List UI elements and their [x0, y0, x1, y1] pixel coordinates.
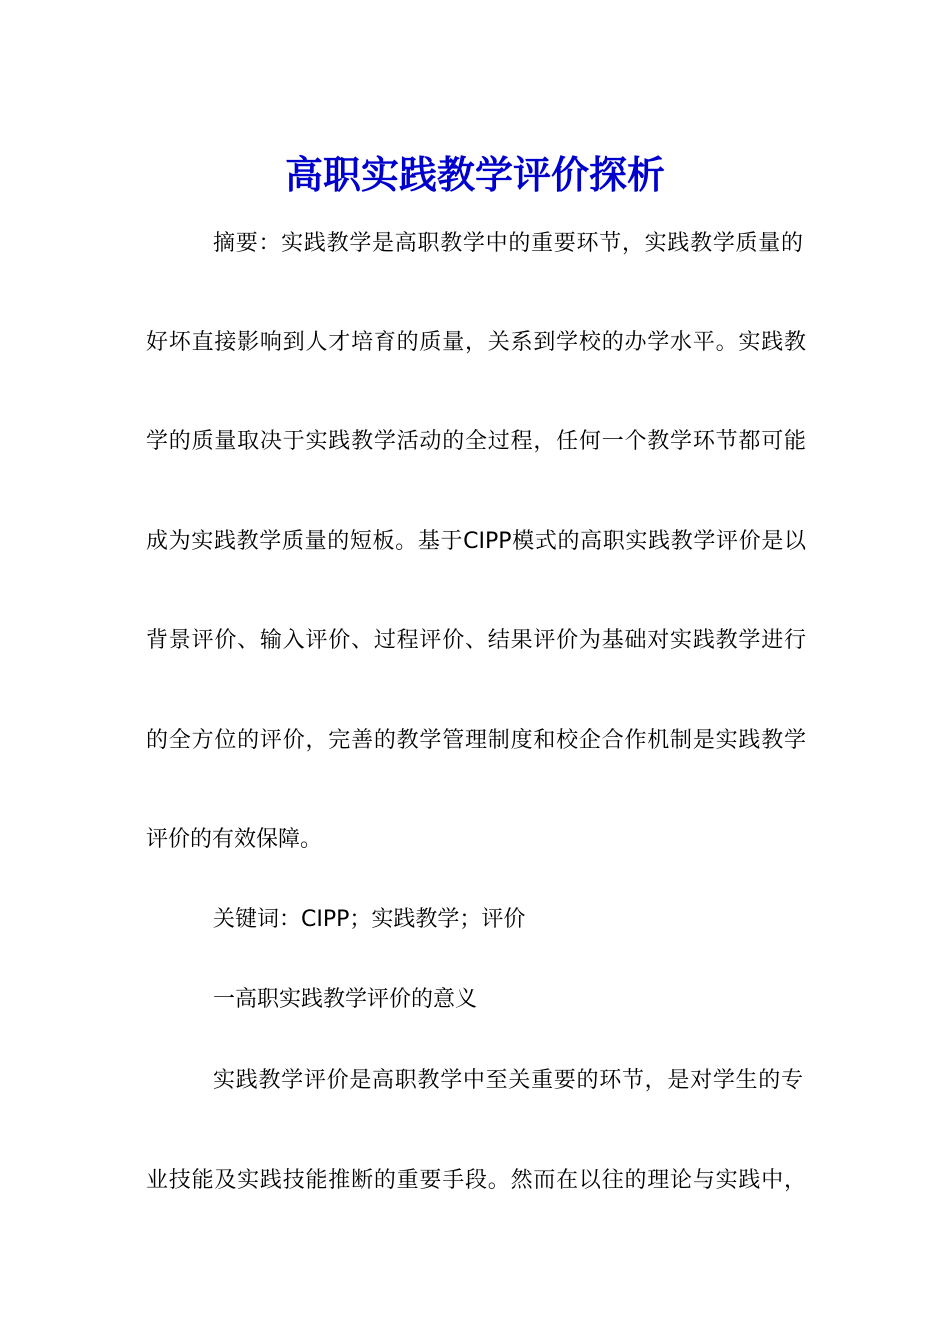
abstract-line-3: 学的质量取决于实践教学活动的全过程，任何一个教学环节都可能 [146, 429, 806, 454]
abstract-line-7: 评价的有效保障。 [146, 827, 323, 852]
abstract-line-1: 摘要：实践教学是高职教学中的重要环节，实践教学质量的 [213, 231, 803, 256]
abstract-line-5: 背景评价、输入评价、过程评价、结果评价为基础对实践教学进行 [146, 628, 806, 653]
abstract-line-4: 成为实践教学质量的短板。基于CIPP模式的高职实践教学评价是以 [146, 529, 806, 554]
document-title: 高职实践教学评价探析 [284, 152, 665, 198]
body-line-2: 业技能及实践技能推断的重要手段。然而在以往的理论与实践中， [146, 1168, 806, 1193]
abstract-line-6: 的全方位的评价，完善的教学管理制度和校企合作机制是实践教学 [146, 728, 806, 753]
abstract-line-2: 好坏直接影响到人才培育的质量，关系到学校的办学水平。实践教 [146, 330, 806, 355]
keywords-line: 关键词：CIPP；实践教学；评价 [213, 907, 526, 932]
section-heading: 一高职实践教学评价的意义 [213, 987, 478, 1012]
body-line-1: 实践教学评价是高职教学中至关重要的环节，是对学生的专 [213, 1068, 803, 1093]
